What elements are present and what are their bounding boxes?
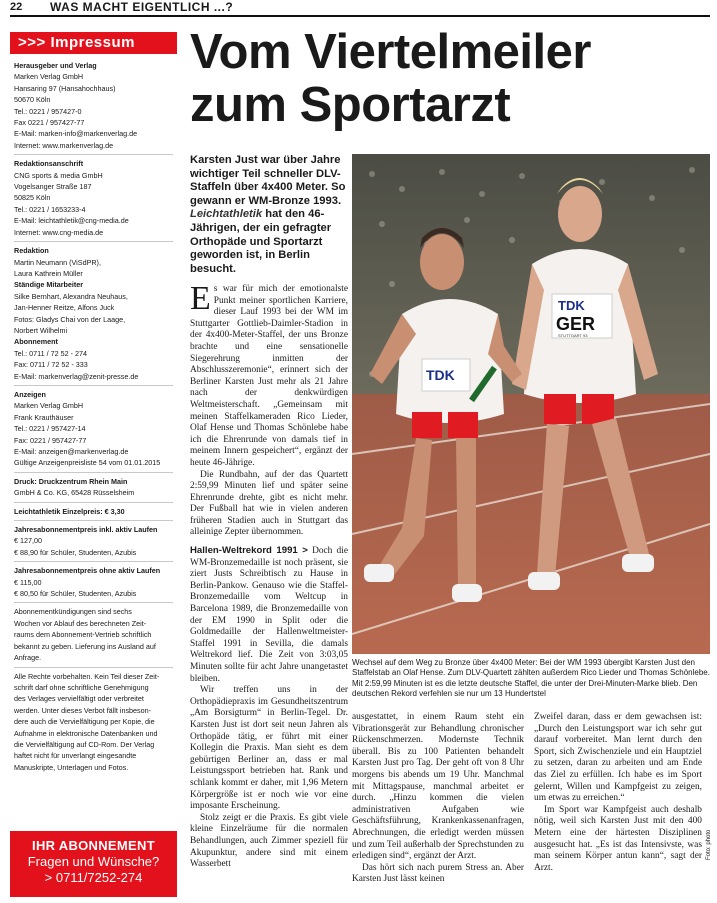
impressum-line: Fax: 0711 / 72 52 - 333 <box>14 360 88 370</box>
subscription-title: IHR ABONNEMENT <box>32 838 155 853</box>
impressum-line: Alle Rechte vorbehalten. Kein Teil dieser Zeit- <box>14 671 160 681</box>
relay-photo-illustration <box>352 154 710 654</box>
impressum-separator <box>14 667 173 668</box>
impressum-line: werden. Unter dieses Verbot fällt insbeson- <box>14 705 152 715</box>
impressum-line: Tel.: 0221 / 957427-14 <box>14 424 86 434</box>
article-photo <box>352 154 710 654</box>
impressum-line: Druck: Druckzentrum Rhein Main <box>14 476 128 486</box>
subscription-question: Fragen und Wünsche? <box>27 854 160 869</box>
subscription-box[interactable] <box>10 831 177 897</box>
impressum-line: Herausgeber und Verlag <box>14 61 97 70</box>
impressum-line: Ständige Mitarbeiter <box>14 280 84 290</box>
impressum-line: 50825 Köln <box>14 193 51 203</box>
page-number: 22 <box>10 1 23 13</box>
impressum-line: € 80,50 für Schüler, Studenten, Azubis <box>14 589 137 599</box>
bib-left-tdk: TDK <box>426 367 455 383</box>
impressum-line: Anfrage. <box>14 653 42 663</box>
impressum-line: Tel.: 0221 / 957427-0 <box>14 106 82 116</box>
impressum-line: Abonnementkündigungen sind sechs <box>14 607 132 617</box>
impressum-line: Frank Krauthäuser <box>14 412 74 422</box>
magazine-name: Leichtathletik <box>190 208 263 221</box>
subheading: Hallen-Weltrekord 1991 > <box>190 545 308 557</box>
impressum-line: Jahresabonnementpreis ohne aktiv Laufen <box>14 566 161 576</box>
impressum-line[interactable]: Internet: www.markenverlag.de <box>14 140 114 150</box>
impressum-line: des Verlages vervielfältigt oder verbreitet <box>14 694 144 704</box>
impressum-line: Gültige Anzeigenpreisliste 54 vom 01.01.2015 <box>14 458 161 468</box>
impressum-body <box>10 54 177 773</box>
impressum-line: Fotos: Gladys Chai von der Laage, <box>14 314 126 324</box>
bib-right-ger: GER <box>556 314 596 334</box>
impressum-line: Norbert Wilhelmi <box>14 325 68 335</box>
impressum-line: € 88,90 für Schüler, Studenten, Azubis <box>14 547 137 557</box>
impressum-separator <box>14 472 173 473</box>
impressum-separator <box>14 154 173 155</box>
impressum-line[interactable]: Internet: www.cng-media.de <box>14 227 104 237</box>
impressum-line: GmbH & Co. KG, 65428 Rüsselsheim <box>14 488 135 498</box>
impressum-line: € 115,00 <box>14 577 42 587</box>
impressum-line: Marken Verlag GmbH <box>14 72 84 82</box>
impressum-line: CNG sports & media GmbH <box>14 170 103 180</box>
impressum-line[interactable]: E-Mail: anzeigen@markenverlag.de <box>14 447 129 456</box>
impressum-line[interactable]: E-Mail: leichtathletik@cng-media.de <box>14 216 129 226</box>
article-column-1: Es war für mich der emotionalste Punkt meiner sportlichen Karriere, dieser Lauf 1993 bei der WM im Stuttgarter Gottlieb-Daimler-Stadion in der 4x400-Meter-Staffel, der uns Bronze brachte und eine sensationelle Siegerehrung inmitten der Abschlusszeremonie“, erinnert sich der Berliner Karsten Just mehr als 21 Jahre nach der denkwürdigen Weltmeisterschaft. „Gemeinsam mit meinen Staffelkameraden Rico Lieder, Olaf Hense und Thomas Schönlebe habe ich die Ehrenrunde von damals tief in meinem Innern gespeichert“, ergänzt der heute 46-Jährige. Die Rundbahn, auf der das Quartett 2:59,99 Minuten lief und später seine Ehrenrunde drehte, gibt es nicht mehr. Der Fußball hat wie in vielen anderen früheren Stadien auch in Stuttgart das alleinige Zepter übernommen. Hallen-Weltrekord 1991 > Doch die WM-Bronzemedaille ist noch präsent, sie ziert Justs Schreibtisch zu Hause in Berlin-Pankow. Genauso wie die Staffel-Bronzemedaille vom Weltcup in Barcelona 1989, die Bronzemedaille von der EM 1990 in Split oder die Goldmedaille der Hallenweltmeister-Staffel 1991 in Sevilla, die damals Weltrekord lief. Die Zeit von 3:03,05 Minuten sollte für acht Jahre unangetastet bleiben. Wir treffen uns in der Orthopädiepraxis im Gesundheitszentrum „Am Borsigturm“ in Berlin-Tegel. Dr. Karsten Just ist dort seit neun Jahren als Orthopäde tätig, er führt mit einer Kollegin die Praxis. Man sieht es dem gebürtigen Berliner an, dass er mal Leistungssport betrieben hat. Rank und schlank kommt er daher, mit 1,96 Metern Körpergröße ist er noch wie vor eine imposante Erscheinung. Stolz zeigt er die Praxis. Es gibt viele kleine Einzelräume für die normalen Behandlungen, auch Zimmer speziell für Akupunktur, andere sind mit einem Wasserbett <box>190 280 349 870</box>
impressum-line: Fax 0221 / 957427-77 <box>14 118 85 128</box>
subscription-phone[interactable]: > 0711/7252-274 <box>44 870 143 885</box>
article-column-2: ausgestattet, in einem Raum steht ein Vibrationsgerät zur Behandlung chronischer Rückenschmerzen. Modernste Technik überall. Bis zu 100 Patienten behandelt Karsten Just pro Tag. Der geht oft von 8 Uhr morgens bis abends um 19 Uhr. Manchmal mit Mittagspause, manchmal arbeitet er durch. „Hinzu kommen die vielen administrativen Aufgaben wie Geschäftsführung, Krankenkassenanfragen, Abrechnungen, die erledigt werden müssen und zum Teil außerhalb der Sprechstunden zu erledigen sind“, ergänzt der Arzt. Das hört sich nach purem Stress an. Aber Karsten Just lässt keinen <box>352 712 524 885</box>
impressum-line: Leichtathletik Einzelpreis: € 3,30 <box>14 506 125 516</box>
impressum-line: Tel.: 0221 / 1653233-4 <box>14 204 86 214</box>
impressum-line: Fax: 0221 / 957427-77 <box>14 435 87 445</box>
impressum-line: Redaktionsanschrift <box>14 159 84 169</box>
article-lead: Karsten Just war über Jahre wichtiger Teil schneller DLV-Staffeln über 4x400 Meter. So gewann er WM-Bronze 1993. Leichtathletik hat den 46-Jährigen, der ein gefragter Orthopäde und Sportarzt geworden ist, in Berlin besucht. <box>190 154 346 275</box>
impressum-line[interactable]: E-Mail: markenverlag@zenit-presse.de <box>14 371 139 381</box>
impressum-line: haftet nicht für unverlangt eingesandte <box>14 751 137 761</box>
impressum-line: Tel.: 0711 / 72 52 - 274 <box>14 348 87 358</box>
photo-credit: Foto: photo <box>706 829 712 860</box>
impressum-line: € 127,00 <box>14 536 42 546</box>
impressum-line: 50670 Köln <box>14 95 51 105</box>
impressum-separator <box>14 241 173 242</box>
impressum-line: schrift darf ohne schriftliche Genehmigung <box>14 682 149 692</box>
impressum-line: Redaktion <box>14 246 49 256</box>
impressum-separator <box>14 385 173 386</box>
impressum-separator <box>14 502 173 503</box>
impressum-line: Hansaring 97 (Hansahochhaus) <box>14 83 116 93</box>
impressum-line: raums dem Abonnement-Vertrieb schriftlich <box>14 630 152 640</box>
impressum-separator <box>14 561 173 562</box>
impressum-line: Laura Kathrein Müller <box>14 268 83 278</box>
bib-right-tdk: TDK <box>558 298 585 313</box>
impressum-heading: >>> Impressum <box>10 32 177 54</box>
impressum-line: Jan-Henner Reitze, Alfons Juck <box>14 303 115 313</box>
impressum-line: Martin Neumann (ViSdPR), <box>14 257 101 267</box>
article-headline: Vom Viertelmeiler zum Sportarzt <box>190 25 591 132</box>
impressum-line: Wochen vor Ablauf des berechneten Zeit- <box>14 618 147 628</box>
dropcap: E <box>190 280 211 317</box>
impressum-line: Silke Bernhart, Alexandra Neuhaus, <box>14 291 128 301</box>
photo-caption: Wechsel auf dem Weg zu Bronze über 4x400 Meter: Bei der WM 1993 übergibt Karsten Just den Staffelstab an Olaf Hense. Zum DLV-Quartett zählten außerdem Rico Lieder und Thomas Schönlebe. Mit 2:59,99 Minuten ist es die letzte deutsche Staffel, die unter der Drei-Minuten-Marke blieb. Den deutschen Rekord verfehlen sie nur um 13 Hundertstel <box>352 658 710 699</box>
impressum-sidebar <box>10 32 177 773</box>
impressum-separator <box>14 520 173 521</box>
article-column-3: Zweifel daran, dass er dem gewachsen ist: „Durch den Leistungsport war ich sehr gut darauf vorbereitet. Man lernt durch den Sport, sich Zwischenziele und ein Hauptziel zu setzen, daran zu arbeiten und am Ende das Ziel zu erfüllen. Ich habe es im Sport gelernt, Willen und Kampfgeist zu zeigen, um etwas zu erreichen.“ Im Sport war Kampfgeist auch deshalb nötig, weil sich Karsten Just mit den 400 Metern eine der härtesten Disziplinen ausgesucht hat. „Es ist das Intensivste, was man seinem Körper antun kann“, sagt der Arzt. <box>534 712 702 873</box>
impressum-line: Abonnement <box>14 337 58 347</box>
impressum-separator <box>14 602 173 603</box>
impressum-line: Jahresabonnementpreis inkl. aktiv Laufen <box>14 525 158 535</box>
impressum-line: bekannt zu geben. Lieferung ins Ausland auf <box>14 641 156 651</box>
bib-right-stuttgart: STUTTGART 93 <box>558 333 588 338</box>
impressum-line: Marken Verlag GmbH <box>14 401 84 411</box>
impressum-line: Anzeigen <box>14 389 46 399</box>
impressum-line: dere auch die Vervielfältigung per Kopie, die <box>14 717 155 727</box>
impressum-line: Vogelsanger Straße 187 <box>14 182 92 192</box>
impressum-line: die Vervielfältigung auf CD-Rom. Der Verlag <box>14 739 155 749</box>
header-rule <box>10 15 710 17</box>
impressum-line[interactable]: E-Mail: marken-info@markenverlag.de <box>14 129 138 139</box>
section-title: WAS MACHT EIGENTLICH ...? <box>50 0 234 14</box>
impressum-line: Aufnahme in elektronische Datenbanken und <box>14 728 158 738</box>
impressum-line: Manuskripte, Unterlagen und Fotos. <box>14 762 129 772</box>
